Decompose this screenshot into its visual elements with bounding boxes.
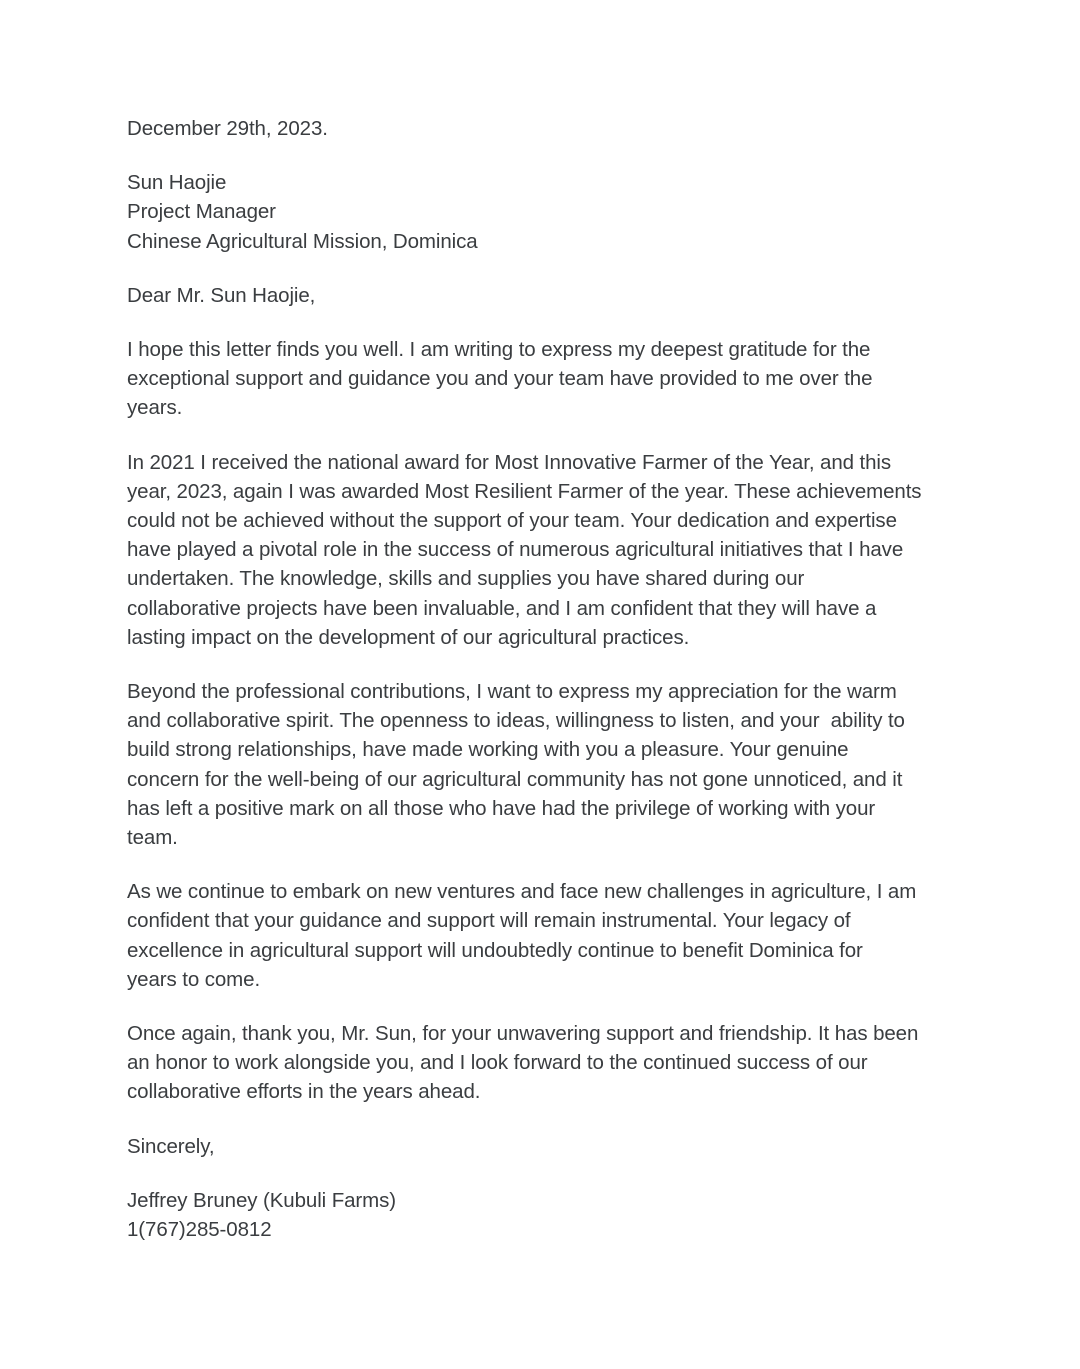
paragraph-line: collaborative projects have been invaluable, and I am confident that they will have a [127,596,877,620]
body-paragraph [127,448,1007,652]
paragraph-line: build strong relationships, have made working with you a pleasure. Your genuine [127,738,849,762]
body-paragraph [127,677,1007,852]
closing-block [127,1132,1007,1161]
paragraph-line: years to come. [127,967,261,991]
body-paragraph [127,1019,1007,1107]
signature-block [127,1186,1007,1244]
paragraph-line: have played a pivotal role in the success of numerous agricultural initiatives that I have [127,538,904,562]
recipient-name: Sun Haojie [127,171,227,195]
paragraph-line: years. [127,396,183,420]
salutation-block [127,281,1007,310]
salutation: Dear Mr. Sun Haojie, [127,283,316,307]
paragraph-line: Beyond the professional contributions, I want to express my appreciation for the warm [127,680,897,704]
paragraph-line: exceptional support and guidance you and your team have provided to me over the [127,367,873,391]
paragraph-line: concern for the well-being of our agricultural community has not gone unnoticed, and it [127,767,903,791]
recipient-organization: Chinese Agricultural Mission, Dominica [127,229,478,253]
paragraph-line: could not be achieved without the support of your team. Your dedication and expertise [127,509,897,533]
letter-date: December 29th, 2023. [127,117,328,140]
signature-phone: 1(767)285-0812 [127,1218,272,1242]
paragraph-line: Once again, thank you, Mr. Sun, for your unwavering support and friendship. It has been [127,1022,919,1046]
recipient-address [127,168,1007,256]
body-paragraph [127,335,1007,423]
paragraph-line: excellence in agricultural support will undoubtedly continue to benefit Dominica for [127,938,863,962]
paragraph-line: In 2021 I received the national award for Most Innovative Farmer of the Year, and this [127,450,892,474]
signature-name: Jeffrey Bruney (Kubuli Farms) [127,1188,397,1212]
paragraph-line: has left a positive mark on all those who have had the privilege of working with your [127,796,876,820]
body-paragraph [127,877,1007,994]
paragraph-line: year, 2023, again I was awarded Most Resilient Farmer of the year. These achievements [127,479,922,503]
paragraph-line: As we continue to embark on new ventures and face new challenges in agriculture, I am [127,880,917,904]
paragraph-line: collaborative efforts in the years ahead. [127,1080,481,1104]
paragraph-line: undertaken. The knowledge, skills and supplies you have shared during our [127,567,805,591]
recipient-title: Project Manager [127,200,276,224]
letter-date-block [127,114,1007,143]
closing: Sincerely, [127,1134,215,1158]
paragraph-line: and collaborative spirit. The openness to ideas, willingness to listen, and your ability to [127,709,905,733]
paragraph-line: an honor to work alongside you, and I look forward to the continued success of our [127,1051,868,1075]
paragraph-line: team. [127,826,178,850]
letter [127,114,1007,1269]
paragraph-line: confident that your guidance and support will remain instrumental. Your legacy of [127,909,851,933]
paragraph-line: I hope this letter finds you well. I am writing to express my deepest gratitude for the [127,338,871,362]
paragraph-line: lasting impact on the development of our agricultural practices. [127,625,690,649]
